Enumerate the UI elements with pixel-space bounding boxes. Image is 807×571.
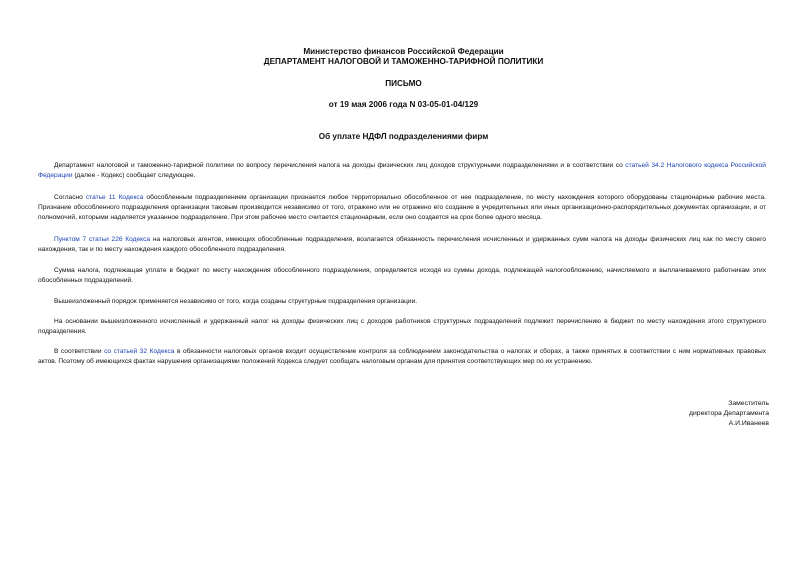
paragraph-3 xyxy=(38,235,766,255)
document-date-number: от 19 мая 2006 года N 03-05-01-04/129 xyxy=(328,100,479,109)
paragraph-3-text: на налоговых агентов, имеющих обособленные подразделения, возлагается обязанность перечисления исчисленных и удержанных сумм налога на доходы физических лиц как по месту своего нахождения, так и по месту нахождения каждого обособленного подразделения. xyxy=(38,236,767,253)
document-subject: Об уплате НДФЛ подразделениями фирм xyxy=(318,132,489,141)
paragraph-2 xyxy=(38,193,766,223)
department-name: ДЕПАРТАМЕНТ НАЛОГОВОЙ И ТАМОЖЕННО-ТАРИФНОЙ ПОЛИТИКИ xyxy=(263,57,544,66)
paragraph-7 xyxy=(38,347,766,367)
link-article-32[interactable]: со статьей 32 Кодекса xyxy=(104,348,175,355)
signature-position: директора Департамента xyxy=(689,410,769,417)
paragraph-5: Вышеизложенный порядок применяется независимо от того, когда созданы структурные подразделения организации. xyxy=(54,298,418,305)
paragraph-1-text-end: (далее - Кодекс) сообщает следующее. xyxy=(72,172,196,179)
paragraph-2-text-end: обособленным подразделением организации признается любое территориально обособленное от нее подразделение, по месту нахождения которого оборудованы стационарные рабочие места. Признание обособленного подразделения организации таковым производится независимо от того, отражено или не отражено его создание в учредительных или иных организационно-распорядительных документах организации, и от полномочий, которыми наделяется указанное подразделение. При этом рабочее место считается стационарным, если оно создается на срок более одного месяца. xyxy=(38,194,766,221)
paragraph-1-text: Департамент налоговой и таможенно-тарифной политики по вопросу перечисления налога на доходы физических лиц доходов структурными подразделениями и в соответствии со xyxy=(54,162,626,169)
paragraph-6: На основании вышеизложенного исчисленный и удержанный налог на доходы физических лиц с доходов работников структурных подразделений подлежит перечислению в бюджет по месту нахождения этого структурного подразделения. xyxy=(38,318,766,335)
document-type: ПИСЬМО xyxy=(385,79,422,88)
paragraph-2-text: Согласно xyxy=(54,194,86,201)
paragraph-7-text-end: в обязанности налоговых органов входит осуществление контроля за соблюдением законодательства о налогах и сборах, а также принятых в соответствии с ним нормативных правовых актов. Поэтому об имеющихся фактах нарушения организациями положений Кодекса следует сообщать налоговым органам для принятия соответствующих мер по их устранению. xyxy=(38,348,766,365)
signature-name: А.И.Иванеев xyxy=(728,420,769,427)
signature-title: Заместитель xyxy=(728,400,769,407)
paragraph-7-text: В соответствии xyxy=(54,348,105,355)
paragraph-1 xyxy=(38,161,766,181)
ministry-name: Министерство финансов Российской Федерации xyxy=(303,47,504,56)
link-article-34-2[interactable]: статьей 34.2 Налогового кодекса Российской Федерации xyxy=(38,162,766,179)
link-article-226[interactable]: Пунктом 7 статьи 226 Кодекса xyxy=(54,236,151,243)
paragraph-4: Сумма налога, подлежащая уплате в бюджет по месту нахождения обособленного подразделения, определяется исходя из суммы дохода, подлежащей налогообложению, начисляемого и выплачиваемого работникам этих обособленных подразделений. xyxy=(38,267,766,284)
link-article-11[interactable]: статье 11 Кодекса xyxy=(85,194,144,201)
